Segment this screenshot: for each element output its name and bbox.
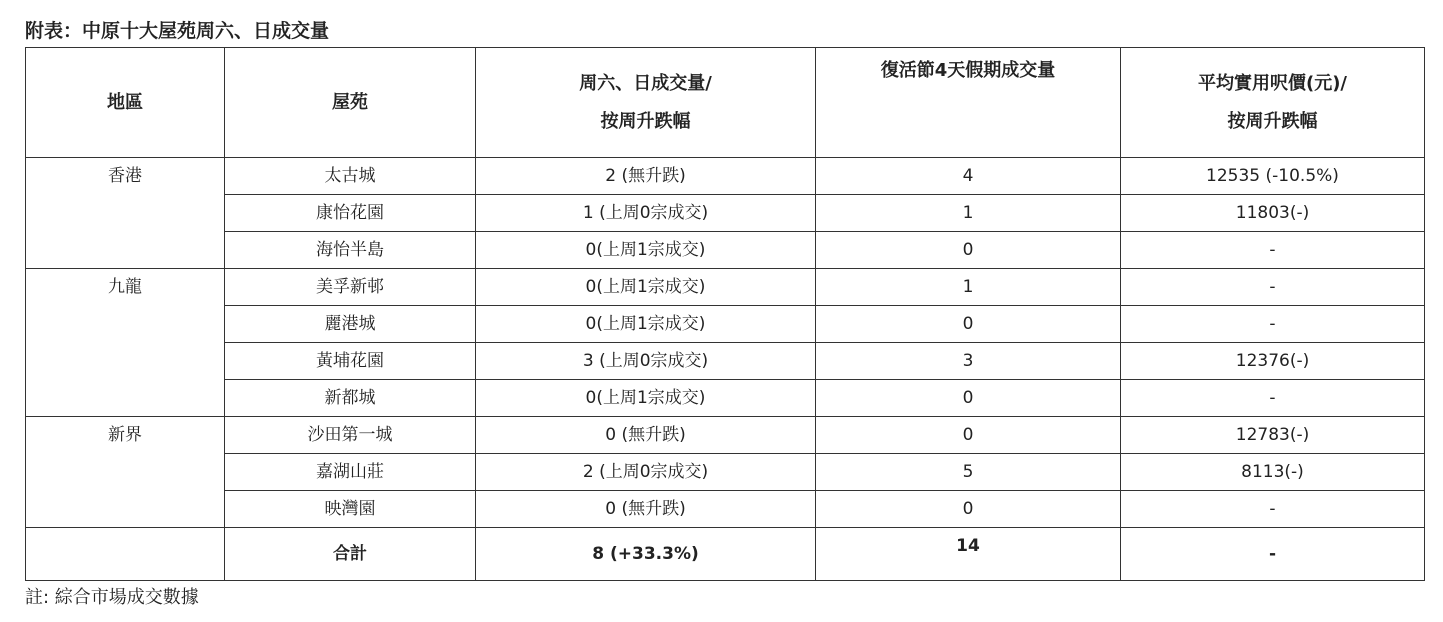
estate-cell: 新都城 xyxy=(225,380,476,417)
table-header-row xyxy=(26,48,1425,158)
weekend-cell: 0(上周1宗成交) xyxy=(476,232,816,269)
estate-cell: 海怡半島 xyxy=(225,232,476,269)
estate-cell: 映灣園 xyxy=(225,491,476,528)
header-price-line2: 按周升跌幅 xyxy=(1227,110,1318,132)
total-weekend: 8 (+33.3%) xyxy=(476,528,816,581)
easter-cell: 5 xyxy=(816,454,1121,491)
easter-cell: 4 xyxy=(816,158,1121,195)
table-row xyxy=(26,232,1425,269)
price-cell: - xyxy=(1121,380,1425,417)
region-cell: 九龍 xyxy=(26,269,225,417)
header-estate: 屋苑 xyxy=(225,48,476,158)
price-cell: 12376(-) xyxy=(1121,343,1425,380)
weekend-cell: 2 (上周0宗成交) xyxy=(476,454,816,491)
weekend-cell: 1 (上周0宗成交) xyxy=(476,195,816,232)
total-row xyxy=(26,528,1425,581)
easter-cell: 0 xyxy=(816,306,1121,343)
table-row xyxy=(26,306,1425,343)
table-row xyxy=(26,343,1425,380)
price-cell: - xyxy=(1121,232,1425,269)
price-cell: 8113(-) xyxy=(1121,454,1425,491)
table-row xyxy=(26,158,1425,195)
easter-cell: 3 xyxy=(816,343,1121,380)
region-cell: 新界 xyxy=(26,417,225,528)
region-cell: 香港 xyxy=(26,158,225,269)
estate-cell: 嘉湖山莊 xyxy=(225,454,476,491)
price-cell: 12535 (-10.5%) xyxy=(1121,158,1425,195)
estate-cell: 麗港城 xyxy=(225,306,476,343)
price-cell: - xyxy=(1121,491,1425,528)
total-label: 合計 xyxy=(225,528,476,581)
footnote: 註: 綜合市場成交數據 xyxy=(25,587,199,608)
header-avg-price xyxy=(1121,48,1425,158)
estate-cell: 沙田第一城 xyxy=(225,417,476,454)
weekend-cell: 0(上周1宗成交) xyxy=(476,269,816,306)
table-row xyxy=(26,195,1425,232)
total-price: - xyxy=(1121,528,1425,581)
price-cell: 11803(-) xyxy=(1121,195,1425,232)
total-easter: 14 xyxy=(816,528,1121,581)
weekend-cell: 0 (無升跌) xyxy=(476,491,816,528)
table-row xyxy=(26,269,1425,306)
transactions-table xyxy=(25,47,1425,581)
weekend-cell: 3 (上周0宗成交) xyxy=(476,343,816,380)
weekend-cell: 0(上周1宗成交) xyxy=(476,380,816,417)
easter-cell: 0 xyxy=(816,380,1121,417)
weekend-cell: 2 (無升跌) xyxy=(476,158,816,195)
easter-cell: 0 xyxy=(816,491,1121,528)
header-price-line1: 平均實用呎價(元)/ xyxy=(1197,72,1348,94)
header-weekend-line2: 按周升跌幅 xyxy=(600,110,691,132)
easter-cell: 1 xyxy=(816,269,1121,306)
estate-cell: 太古城 xyxy=(225,158,476,195)
table-row xyxy=(26,491,1425,528)
weekend-cell: 0 (無升跌) xyxy=(476,417,816,454)
price-cell: 12783(-) xyxy=(1121,417,1425,454)
price-cell: - xyxy=(1121,306,1425,343)
header-weekend-line1: 周六、日成交量/ xyxy=(579,72,712,94)
estate-cell: 康怡花園 xyxy=(225,195,476,232)
table-row xyxy=(26,417,1425,454)
estate-cell: 黃埔花園 xyxy=(225,343,476,380)
weekend-cell: 0(上周1宗成交) xyxy=(476,306,816,343)
table-row xyxy=(26,380,1425,417)
header-region: 地區 xyxy=(26,48,225,158)
header-weekend-volume xyxy=(476,48,816,158)
table-row xyxy=(26,454,1425,491)
easter-cell: 0 xyxy=(816,417,1121,454)
table-caption: 附表：中原十大屋苑周六、日成交量 xyxy=(25,20,330,42)
estate-cell: 美孚新邨 xyxy=(225,269,476,306)
easter-cell: 0 xyxy=(816,232,1121,269)
total-empty-cell xyxy=(26,528,225,581)
price-cell: - xyxy=(1121,269,1425,306)
easter-cell: 1 xyxy=(816,195,1121,232)
header-easter-volume: 復活節4天假期成交量 xyxy=(816,48,1121,158)
